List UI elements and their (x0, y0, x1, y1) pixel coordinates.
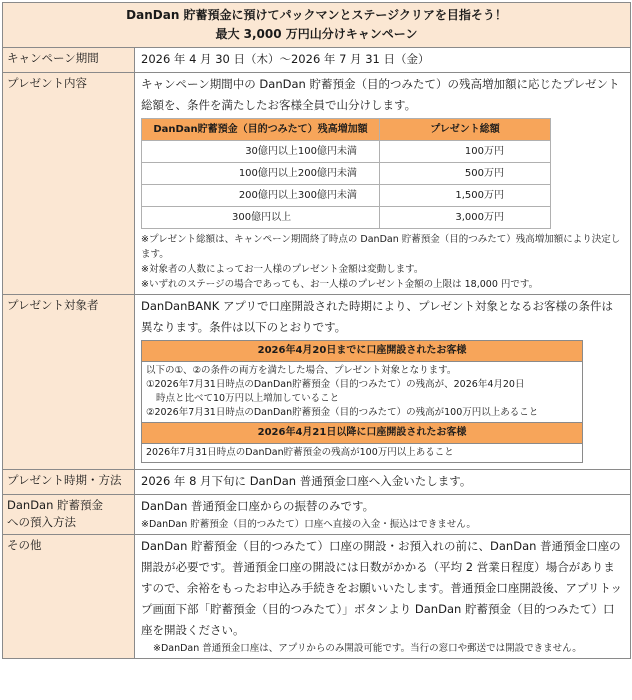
target-text: DanDanBANK アプリで口座開設された時期により、プレゼント対象となるお客様の条件は異なります。条件は以下のとおりです。 (141, 299, 614, 334)
present-note-3: ※いずれのステージの場合であっても、お一人様のプレゼント金額の上限は 18,000 円です。 (141, 279, 539, 290)
other-content (135, 535, 631, 659)
period-label: キャンペーン期間 (3, 48, 135, 73)
table-row (142, 207, 551, 229)
target-box1-cond2: ②2026年7月31日時点のDanDan貯蓄預金（目的つみたて）の残高が100万円以上あること (146, 407, 539, 418)
table-row (142, 163, 551, 185)
campaign-table (2, 2, 631, 659)
timing-value: 2026 年 8 月下旬に DanDan 普通預金口座へ入金いたします。 (135, 470, 631, 495)
target-box1-body (142, 362, 583, 423)
prize-amount: 100万円 (380, 141, 551, 163)
prize-balance: 200億円以上300億円未満 (142, 185, 380, 207)
target-row (3, 295, 631, 470)
prize-balance: 100億円以上200億円未満 (142, 163, 380, 185)
deposit-label (3, 495, 135, 535)
target-label: プレゼント対象者 (3, 295, 135, 470)
deposit-content (135, 495, 631, 535)
table-row (142, 141, 551, 163)
target-box2-body: 2026年7月31日時点のDanDan貯蓄預金の残高が100万円以上あること (142, 444, 583, 463)
target-box1-cond1: ①2026年7月31日時点のDanDan貯蓄預金（目的つみたて）の残高が、2026年4月20日 (146, 379, 525, 390)
prize-table (141, 118, 551, 229)
period-value: 2026 年 4 月 30 日（木）～2026 年 7 月 31 日（金） (135, 48, 631, 73)
campaign-title-line2: 最大 3,000 万円山分けキャンペーン (215, 27, 418, 41)
prize-header-balance: DanDan貯蓄預金（目的つみたて）残高増加額 (142, 119, 380, 141)
prize-amount: 1,500万円 (380, 185, 551, 207)
target-box2-header: 2026年4月21日以降に口座開設されたお客様 (142, 423, 583, 444)
campaign-title (3, 3, 631, 48)
timing-label: プレゼント時期・方法 (3, 470, 135, 495)
target-box1-cond1-cont: 時点と比べて10万円以上増加していること (156, 393, 340, 404)
deposit-note: ※DanDan 貯蓄預金（目的つみたて）口座へ直接の入金・振込はできません。 (141, 519, 476, 530)
other-row (3, 535, 631, 659)
target-content (135, 295, 631, 470)
prize-balance: 300億円以上 (142, 207, 380, 229)
present-text: キャンペーン期間中の DanDan 貯蓄預金（目的つみたて）の残高増加額に応じたプレゼント総額を、条件を満たしたお客様全員で山分けします。 (141, 77, 620, 112)
target-box1-header: 2026年4月20日までに口座開設されたお客様 (142, 341, 583, 362)
campaign-title-line1: DanDan 貯蓄預金に預けてパックマンとステージクリアを目指そう！ (126, 8, 507, 22)
prize-amount: 500万円 (380, 163, 551, 185)
header-row (3, 3, 631, 48)
deposit-row (3, 495, 631, 535)
prize-table-header (142, 119, 551, 141)
period-row (3, 48, 631, 73)
target-box1-intro: 以下の①、②の条件の両方を満たした場合、プレゼント対象となります。 (146, 365, 457, 376)
prize-header-total: プレゼント総額 (380, 119, 551, 141)
deposit-label-line1: DanDan 貯蓄預金 (7, 498, 104, 512)
present-label: プレゼント内容 (3, 73, 135, 295)
prize-amount: 3,000万円 (380, 207, 551, 229)
target-conditions-box (141, 340, 583, 463)
other-text: DanDan 貯蓄預金（目的つみたて）口座の開設・お預入れの前に、DanDan 普通預金口座の開設が必要です。普通預金口座の開設には日数がかかる（平均 2 営業日程度）場合がありますので、余裕をもったお申込み手続きをお願いいたします。普通預金口座開設後、アプリトップ画面下部「貯蓄預金（目的つみたて）」ボタンより DanDan 貯蓄預金（目的つみたて）口座を開設ください。 (141, 539, 623, 637)
present-note-1: ※プレゼント総額は、キャンペーン期間終了時点の DanDan 貯蓄預金（目的つみたて）残高増加額により決定します。 (141, 234, 621, 260)
present-content (135, 73, 631, 295)
campaign-table-wrapper (2, 2, 630, 698)
other-note: ※DanDan 普通預金口座は、アプリからのみ開設可能です。当行の窓口や郵送では開設できません。 (153, 643, 582, 654)
other-label: その他 (3, 535, 135, 659)
timing-row (3, 470, 631, 495)
present-note-2: ※対象者の人数によってお一人様のプレゼント金額は変動します。 (141, 264, 424, 275)
deposit-label-line2: への預入方法 (7, 515, 76, 529)
prize-balance: 30億円以上100億円未満 (142, 141, 380, 163)
present-row (3, 73, 631, 295)
table-row (142, 185, 551, 207)
deposit-value: DanDan 普通預金口座からの振替のみです。 (141, 499, 375, 513)
